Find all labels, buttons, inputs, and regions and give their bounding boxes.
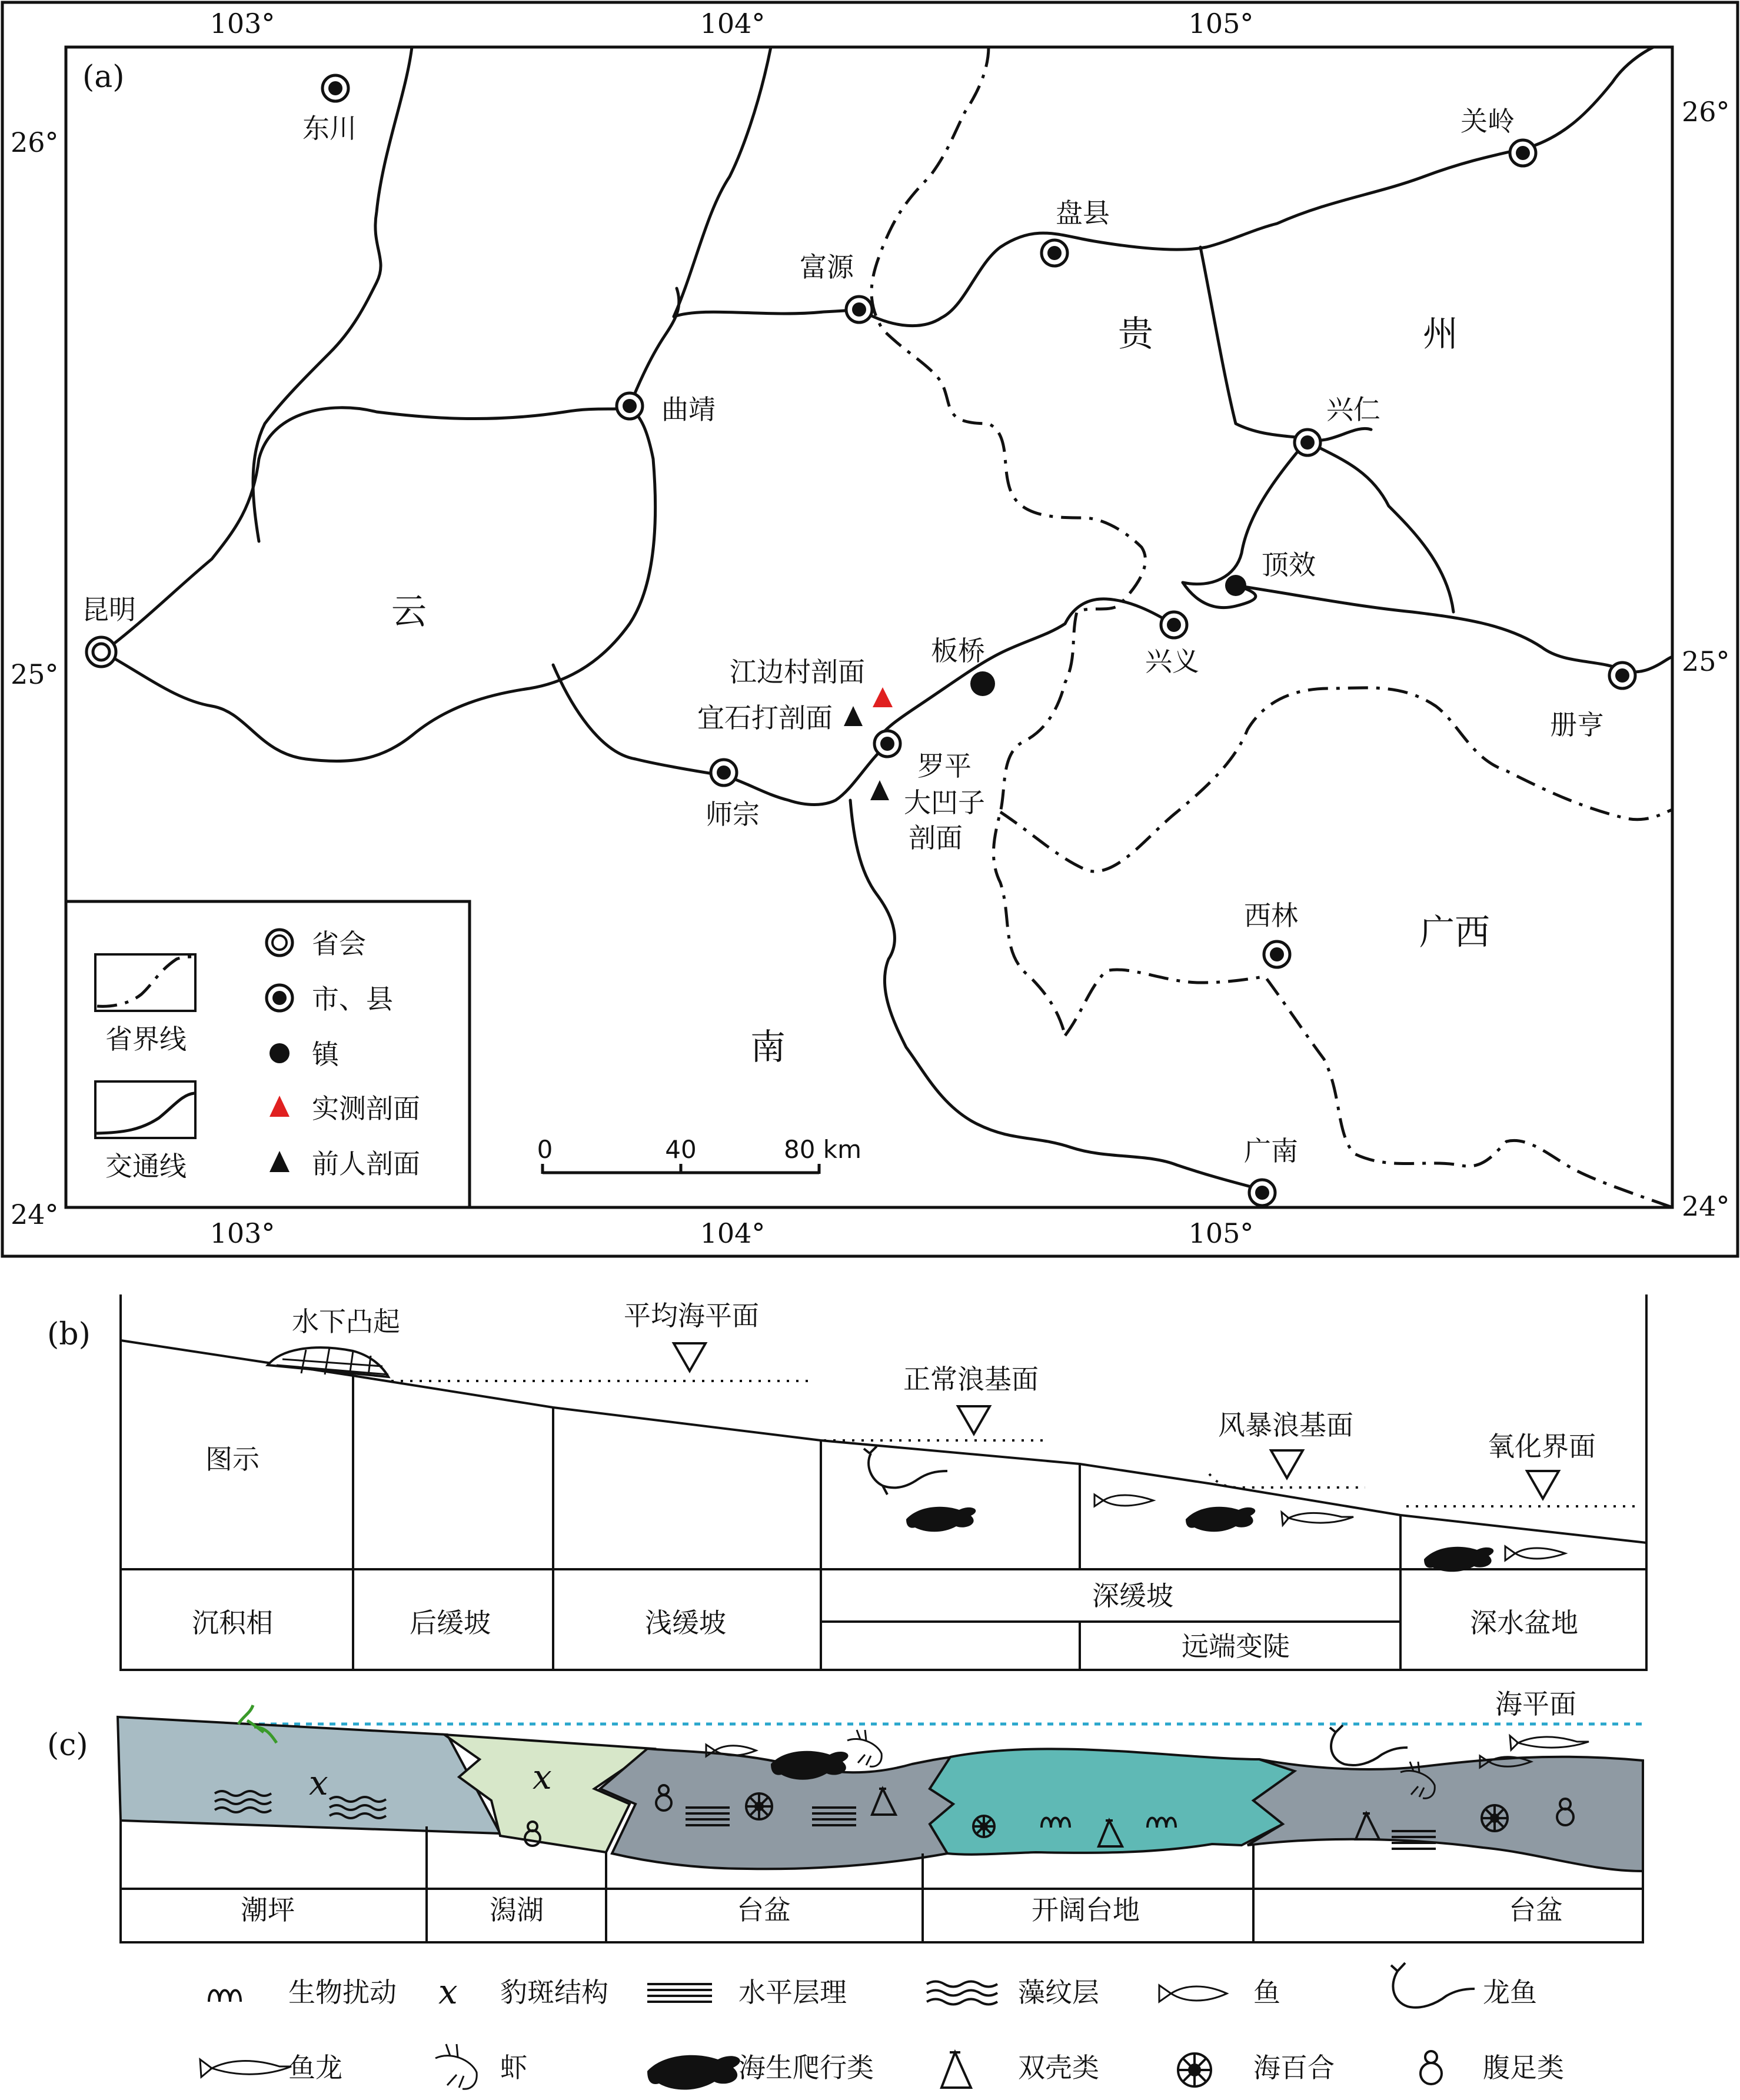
panel-a-label: (a) [82, 59, 125, 95]
county-shizong [711, 760, 737, 786]
marine-reptile-icon [647, 2055, 740, 2090]
map-panel [2, 2, 1738, 1256]
lon-label-104-top: 104° [700, 8, 766, 39]
legend-bivalve-label: 双壳类 [1018, 2052, 1099, 2084]
region-zhou: 州 [1423, 314, 1458, 355]
county-xingren [1295, 430, 1320, 455]
scale-label-0: 0 [537, 1135, 553, 1164]
region-gui: 贵 [1118, 314, 1153, 355]
label-panxian: 盘县 [1056, 197, 1110, 229]
scale-label-80km: 80 km [783, 1135, 862, 1164]
facies-model-panel [47, 1688, 1643, 1942]
town-banqiao-marker [970, 671, 995, 696]
measured-section-jiangbiancun-marker [873, 687, 893, 707]
road-xingyi-luoping [877, 599, 1174, 741]
legend-county-symbol [267, 985, 292, 1011]
storm-wave-base-marker [1271, 1450, 1303, 1478]
legend-fish-label: 鱼 [1253, 1976, 1280, 2008]
ramp-profile-panel [47, 1294, 1646, 1670]
legend-marine-reptile-label: 海生爬行类 [738, 2052, 874, 2084]
legend-algal-laminae-label: 藻纹层 [1018, 1976, 1099, 2008]
basin-body-east [1247, 1757, 1643, 1871]
county-ceheng [1609, 663, 1635, 688]
lat-label-24-left: 24° [11, 1199, 59, 1230]
lat-label-26-left: 26° [11, 127, 59, 158]
facies-tidal-flat: 潮坪 [241, 1894, 295, 1926]
ichthyosaur-icon [1391, 1963, 1475, 2008]
label-xingyi: 兴义 [1145, 645, 1199, 677]
gastropod-icon [1420, 2051, 1442, 2084]
lat-label-25-left: 25° [11, 658, 59, 690]
facies-basin-west: 台盆 [737, 1894, 791, 1926]
label-jiangbiancun-section: 江边村剖面 [730, 656, 865, 688]
label-kunming: 昆明 [82, 594, 136, 625]
leopard-texture-icon: x [533, 1757, 552, 1797]
legend-traffic-label: 交通线 [105, 1150, 187, 1182]
label-mean-sea-level: 平均海平面 [624, 1300, 759, 1332]
legend-horizontal-bedding-label: 水平层理 [738, 1976, 847, 2008]
lon-label-103-top: 103° [209, 8, 275, 39]
legend-previous-section-label: 前人剖面 [312, 1148, 420, 1180]
label-fuyuan: 富源 [800, 251, 854, 283]
fish-icon [1505, 1546, 1565, 1560]
label-shizong: 师宗 [706, 798, 760, 830]
county-guanling [1510, 140, 1536, 166]
facies-deep-ramp: 深缓坡 [1092, 1580, 1173, 1612]
county-xingyi [1161, 612, 1187, 638]
town-dingxiao-marker [1225, 575, 1246, 596]
road-north [674, 47, 771, 317]
facies-shallow-ramp: 浅缓坡 [645, 1607, 726, 1639]
fish-icon [1159, 1985, 1227, 2002]
previous-section-yishida-marker [844, 706, 863, 726]
marine-reptile-icon [1186, 1507, 1255, 1532]
label-sea-level: 海平面 [1495, 1688, 1576, 1720]
provincial-borders [871, 47, 1672, 1207]
legend-leopard-label: 豹斑结构 [500, 1976, 608, 2008]
normal-wave-base-marker [958, 1406, 990, 1434]
county-qujing [617, 393, 643, 419]
county-panxian [1042, 240, 1067, 266]
capital-kunming [86, 637, 116, 667]
marine-reptile-icon [1424, 1547, 1493, 1572]
legend-border-label: 省界线 [105, 1023, 187, 1055]
facies-open-platform: 开阔台地 [1032, 1894, 1140, 1926]
legend-capital-label: 省会 [312, 928, 366, 960]
border-yunnan-guizhou [871, 47, 1145, 1036]
bottom-legend [200, 1963, 1564, 2090]
horizontal-bedding-icon [647, 1984, 712, 2002]
label-dawazi-line1: 大凹子 [904, 787, 985, 818]
legend-capital-symbol [267, 930, 292, 956]
leopard-texture-icon: x [309, 1763, 328, 1803]
road-to-ceheng [1236, 585, 1672, 672]
road-kunming-qujing [103, 406, 656, 761]
lon-label-103-bottom: 103° [209, 1217, 275, 1249]
county-xilin [1264, 941, 1290, 967]
lon-label-105-top: 105° [1188, 8, 1254, 39]
panel-c-label: (c) [47, 1728, 88, 1763]
legend-town-symbol [270, 1043, 290, 1063]
marine-reptile-icon [906, 1507, 976, 1532]
bioturbation-icon [209, 1991, 241, 2002]
region-nan: 南 [750, 1027, 786, 1068]
facies-inner-ramp: 后缓坡 [410, 1607, 491, 1639]
label-yishida-section: 宜石打剖面 [697, 702, 833, 734]
road-kunming-west [103, 406, 630, 652]
previous-section-dawazi-marker [870, 780, 889, 800]
legend-shrimp-label: 虾 [500, 2052, 527, 2084]
label-legend-cell: 图示 [205, 1443, 259, 1475]
label-ceheng: 册亨 [1550, 709, 1604, 741]
panel-b-label: (b) [47, 1317, 91, 1352]
lon-label-104-bottom: 104° [700, 1217, 766, 1249]
ichthyosaur-icon [1330, 1725, 1408, 1765]
legend-bioturbation-label: 生物扰动 [288, 1976, 397, 2008]
scale-label-40: 40 [665, 1135, 697, 1164]
label-dawazi-line2: 剖面 [909, 822, 963, 854]
lat-label-24-right: 24° [1682, 1190, 1730, 1222]
region-guangxi: 广西 [1419, 912, 1490, 953]
map-legend [66, 901, 470, 1207]
county-guangnan [1249, 1180, 1275, 1206]
legend-crinoid-label: 海百合 [1253, 2052, 1335, 2084]
algal-laminae-icon [927, 1982, 997, 2005]
lat-label-26-right: 26° [1682, 96, 1730, 128]
label-xilin: 西林 [1244, 900, 1298, 931]
facies-lagoon: 潟湖 [490, 1894, 544, 1926]
fish-icon [1094, 1495, 1153, 1506]
ichthyosaur-icon [864, 1446, 947, 1495]
region-yun: 云 [391, 591, 427, 633]
scale-bar [543, 1164, 819, 1174]
ichthyosaur-fish-icon [1282, 1512, 1353, 1525]
legend-measured-section-label: 实测剖面 [312, 1093, 420, 1124]
facies-header: 沉积相 [192, 1607, 273, 1639]
ichthyosaur-fish-icon [200, 2059, 291, 2077]
open-platform-body [930, 1749, 1295, 1854]
label-dingxiao: 顶效 [1262, 549, 1316, 581]
label-redox-boundary: 氧化界面 [1488, 1430, 1596, 1462]
label-xingren: 兴仁 [1326, 394, 1380, 425]
label-banqiao: 板桥 [931, 635, 985, 667]
county-luoping [874, 731, 900, 757]
lon-label-105-bottom: 105° [1188, 1217, 1254, 1249]
facies-basin-east: 台盆 [1509, 1894, 1563, 1926]
road-xingren-east [1306, 441, 1453, 612]
mean-sea-level-marker [674, 1343, 706, 1371]
label-normal-wave-base: 正常浪基面 [903, 1363, 1039, 1395]
road-qujing-north [630, 288, 679, 406]
road-to-guangnan [850, 800, 1262, 1190]
legend-gastropod-label: 腹足类 [1483, 2052, 1564, 2084]
facies-deep-basin: 深水盆地 [1470, 1607, 1578, 1639]
label-storm-wave-base: 风暴浪基面 [1218, 1409, 1353, 1441]
road-luoping-shizong [724, 743, 889, 805]
county-dongchuan [322, 75, 348, 101]
legend-ichthyosaur-fish-label: 鱼龙 [288, 2052, 342, 2084]
redox-boundary-marker [1527, 1471, 1559, 1499]
bivalve-icon [941, 2052, 971, 2088]
label-luoping: 罗平 [917, 750, 972, 782]
label-guanling: 关岭 [1460, 105, 1515, 137]
road-to-fuyuan [674, 309, 859, 317]
crinoid-icon [1178, 2054, 1211, 2086]
label-qujing: 曲靖 [661, 394, 716, 425]
ichthyosaur-fish-icon [1510, 1736, 1589, 1750]
county-fuyuan [846, 297, 872, 322]
shrimp-icon [435, 2044, 477, 2089]
legend-county-label: 市、县 [312, 983, 393, 1015]
legend-town-label: 镇 [312, 1039, 339, 1070]
label-uplift: 水下凸起 [292, 1306, 400, 1337]
border-yunnan-guangxi [1065, 970, 1672, 1207]
leopard-texture-icon: x [438, 1972, 458, 2012]
legend-ichthyosaur-label: 龙鱼 [1483, 1976, 1537, 2008]
facies-distal-steepened: 远端变陡 [1182, 1630, 1290, 1662]
lat-label-25-right: 25° [1682, 645, 1730, 677]
label-dongchuan: 东川 [302, 112, 357, 144]
label-guangnan: 广南 [1244, 1135, 1298, 1167]
